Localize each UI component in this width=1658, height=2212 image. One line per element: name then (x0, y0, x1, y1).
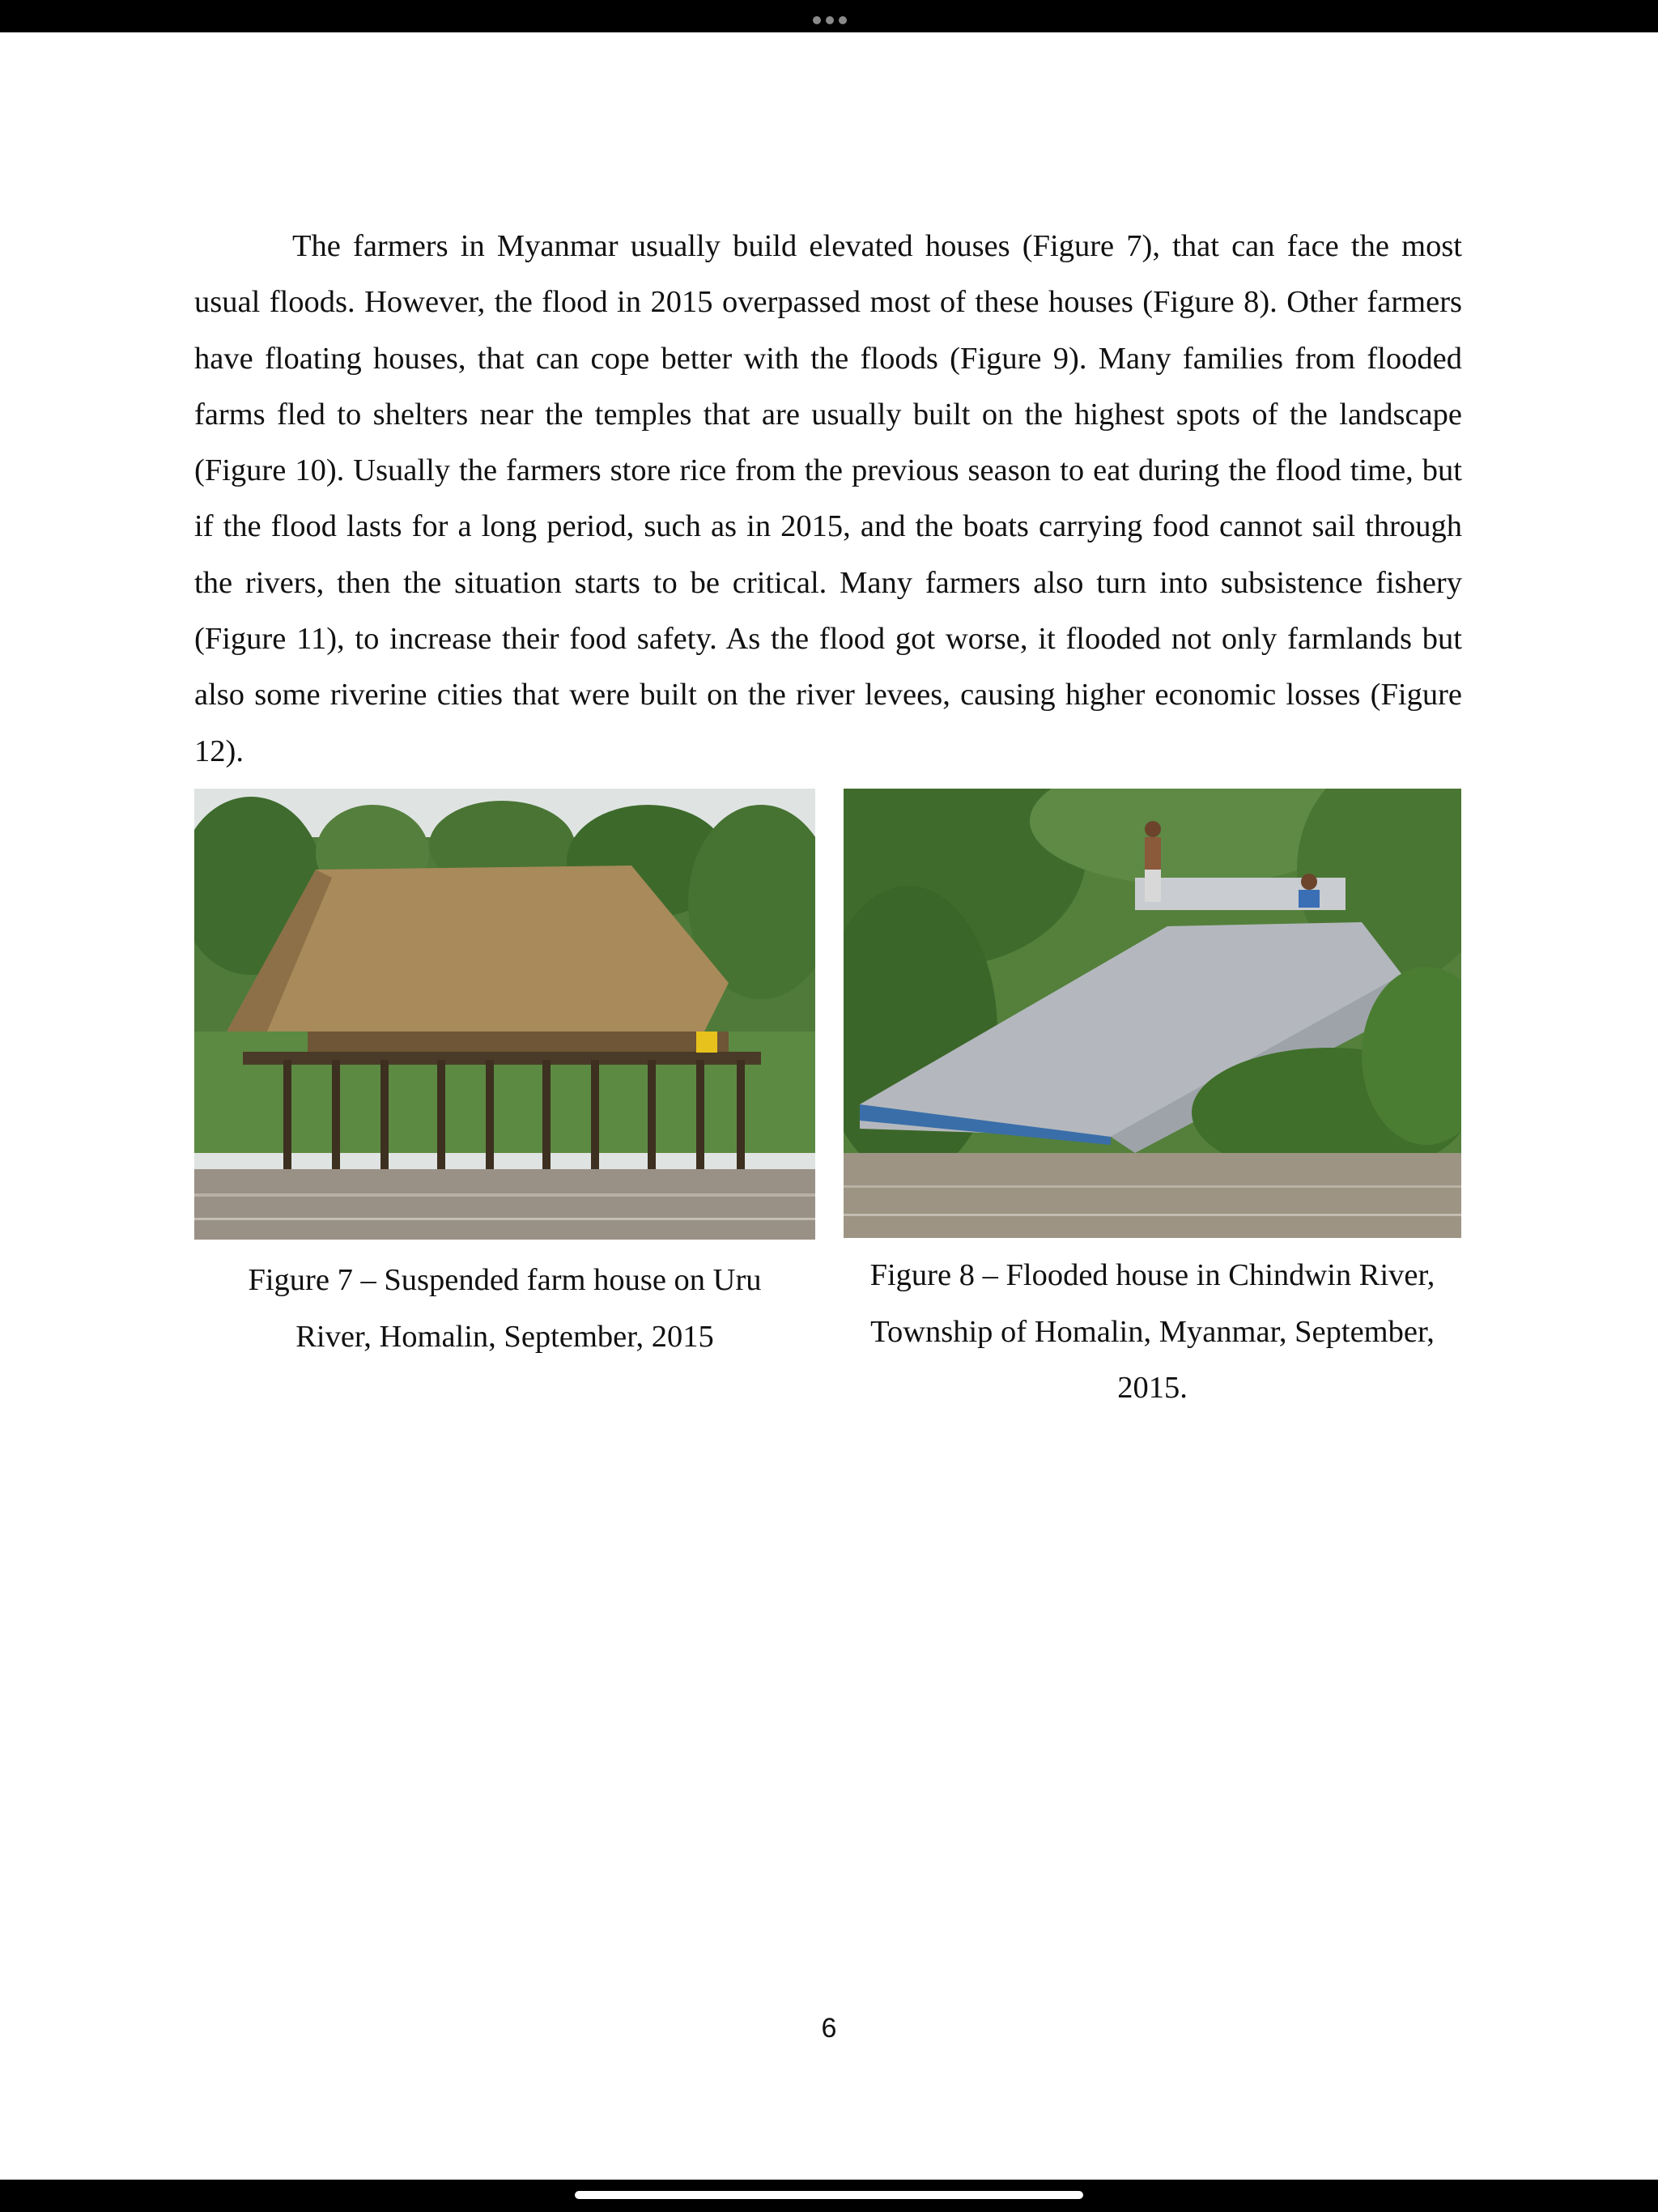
page-number: 6 (821, 2013, 837, 2044)
figure-8 (844, 789, 1461, 1417)
top-status-bar (0, 0, 1658, 32)
flooded-house-photo (844, 789, 1461, 1238)
multitasking-menu-icon[interactable] (813, 16, 847, 24)
home-indicator[interactable] (575, 2191, 1083, 2199)
figure-8-caption: Figure 8 – Flooded house in Chindwin River, Township of Homalin, Myanmar, September, 2015. (869, 1258, 1435, 1405)
suspended-house-photo (194, 789, 815, 1240)
body-paragraph: The farmers in Myanmar usually build elevated houses (Figure 7), that can face the most usual floods. However, the flood in 2015 overpassed most of these houses (Figure 8). Other farmers have floating houses, that can cope better with the floods (Figure 9). Many families from flooded farms fled to shelters near the temples that are usually built on the highest spots of the landscape (Figure 10). Usually the farmers store rice from the previous season to eat during the flood time, but if the flood lasts for a long period, such as in 2015, and the boats carrying food cannot sail through the rivers, then the situation starts to be critical. Many farmers also turn into subsistence fishery (Figure 11), to increase their food safety. As the flood got worse, it flooded not only farmlands but also some riverine cities that were built on the river levees, causing higher economic losses (Figure 12). (194, 229, 1462, 768)
figure-8-photo (844, 789, 1461, 1238)
figure-7-photo (194, 789, 815, 1240)
figure-7-caption: Figure 7 – Suspended farm house on Uru River, Homalin, September, 2015 (248, 1263, 762, 1354)
document-page[interactable] (0, 32, 1658, 2180)
figure-7 (194, 789, 815, 1365)
